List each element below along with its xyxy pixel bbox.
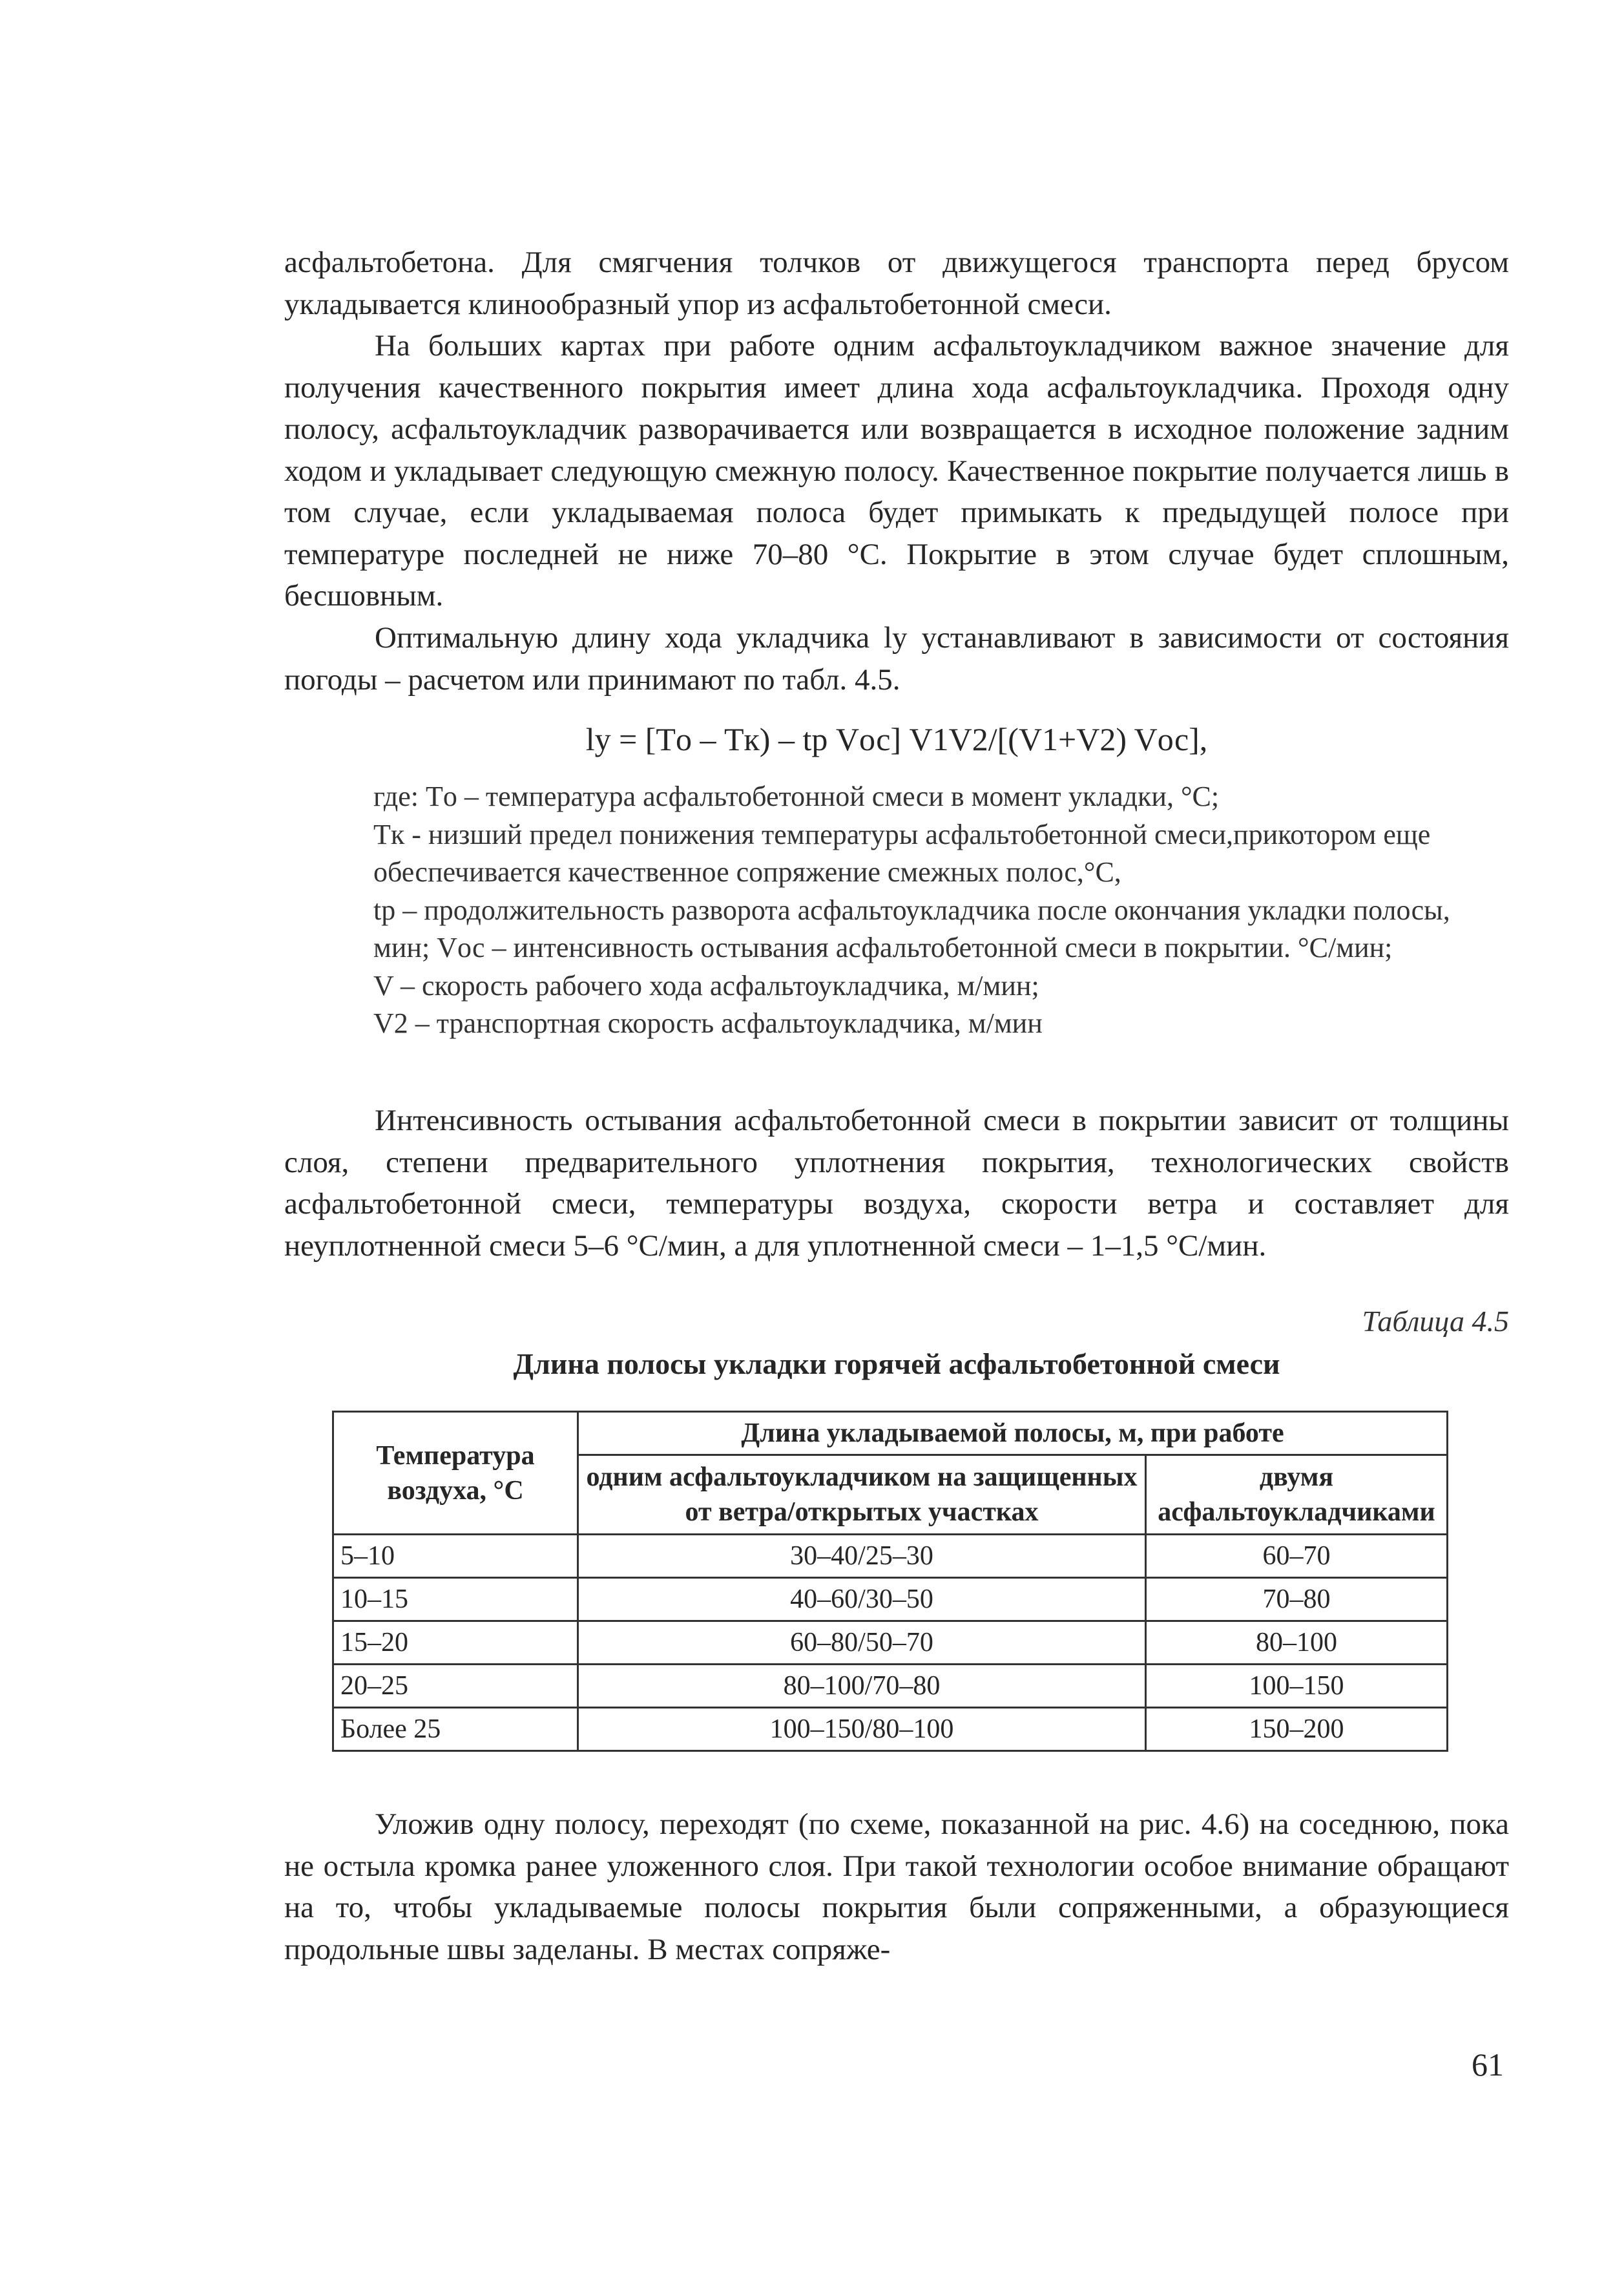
header-two-pavers: двумя асфальтоукладчиками — [1146, 1455, 1448, 1535]
table-row — [333, 1578, 1448, 1621]
table-caption: Таблица 4.5 — [1362, 1305, 1509, 1338]
cell-temperature: Более 25 — [333, 1708, 578, 1751]
definition-line: V2 – транспортная скорость асфальтоукладчика, м/мин — [373, 1007, 1043, 1039]
cell-one-paver: 60–80/50–70 — [578, 1621, 1146, 1665]
cell-two-pavers: 80–100 — [1146, 1621, 1448, 1665]
paragraph-3: Оптимальную длину хода укладчика lу устанавливают в зависимости от состояния погоды – расчетом или принимают по табл. 4.5. — [284, 621, 1509, 697]
definition-line: tр – продолжительность разворота асфальтоукладчика после окончания укладки полосы, мин; Vос – интенсивность остывания асфальтобетонной смеси в покрытии. °С/мин; — [373, 894, 1450, 963]
cell-one-paver: 100–150/80–100 — [578, 1708, 1146, 1751]
cell-one-paver: 40–60/30–50 — [578, 1578, 1146, 1621]
table-row — [333, 1708, 1448, 1751]
cell-one-paver: 80–100/70–80 — [578, 1665, 1146, 1708]
cell-temperature: 15–20 — [333, 1621, 578, 1665]
cell-two-pavers: 150–200 — [1146, 1708, 1448, 1751]
table-row — [333, 1665, 1448, 1708]
paragraph-1: асфальтобетона. Для смягчения толчков от движущегося транспорта перед брусом укладывается клинообразный упор из асфальтобетонной смеси. — [284, 246, 1509, 321]
page-number: 61 — [1472, 2046, 1504, 2083]
cell-two-pavers: 60–70 — [1146, 1535, 1448, 1578]
cell-two-pavers: 100–150 — [1146, 1665, 1448, 1708]
cell-temperature: 5–10 — [333, 1535, 578, 1578]
cell-two-pavers: 70–80 — [1146, 1578, 1448, 1621]
definition-line: Tк - низший предел понижения температуры асфальтобетонной смеси,прикотором еще обеспечивается качественное сопряжение смежных полос,°С, — [373, 818, 1431, 888]
formula-definitions — [373, 778, 1505, 1043]
definition-line: где: Tо – температура асфальтобетонной смеси в момент укладки, °С; — [373, 781, 1220, 812]
data-table — [332, 1411, 1448, 1752]
table-row — [333, 1535, 1448, 1578]
header-strip-length: Длина укладываемой полосы, м, при работе — [578, 1412, 1448, 1455]
table-title: Длина полосы укладки горячей асфальтобетонной смеси — [513, 1347, 1280, 1380]
formula: lу = [Tо – Tк) – tр Vос] V1V2/[(V1+V2) Vос], — [585, 721, 1208, 757]
table-row — [333, 1621, 1448, 1665]
definition-line: V – скорость рабочего хода асфальтоукладчика, м/мин; — [373, 969, 1039, 1002]
cell-temperature: 10–15 — [333, 1578, 578, 1621]
cell-one-paver: 30–40/25–30 — [578, 1535, 1146, 1578]
header-one-paver: одним асфальтоукладчиком на защищенных от ветра/открытых участках — [578, 1455, 1146, 1535]
paragraph-2: На больших картах при работе одним асфальтоукладчиком важное значение для получения качественного покрытия имеет длина хода асфальтоукладчика. Проходя одну полосу, асфальтоукладчик разворачивается или возвращается в исходное положение задним ходом и укладывает следующую смежную полосу. Качественное покрытие получается лишь в том случае, если укладываемая полоса будет примыкать к предыдущей полосе при температуре последней не ниже 70–80 °С. Покрытие в этом случае будет сплошным, бесшовным. — [284, 329, 1509, 613]
cell-temperature: 20–25 — [333, 1665, 578, 1708]
paragraph-4: Интенсивность остывания асфальтобетонной смеси в покрытии зависит от толщины слоя, степени предварительного уплотнения покрытия, технологических свойств асфальтобетонной смеси, температуры воздуха, скорости ветра и составляет для неуплотненной смеси 5–6 °С/мин, а для уплотненной смеси – 1–1,5 °С/мин. — [284, 1104, 1509, 1263]
header-temperature: Температура воздуха, °С — [333, 1412, 578, 1535]
paragraph-5: Уложив одну полосу, переходят (по схеме, показанной на рис. 4.6) на соседнюю, пока не остыла кромка ранее уложенного слоя. При такой технологии особое внимание обращают на то, чтобы укладываемые полосы покрытия были сопряженными, а образующиеся продольные швы заделаны. В местах сопряже- — [284, 1807, 1509, 1966]
